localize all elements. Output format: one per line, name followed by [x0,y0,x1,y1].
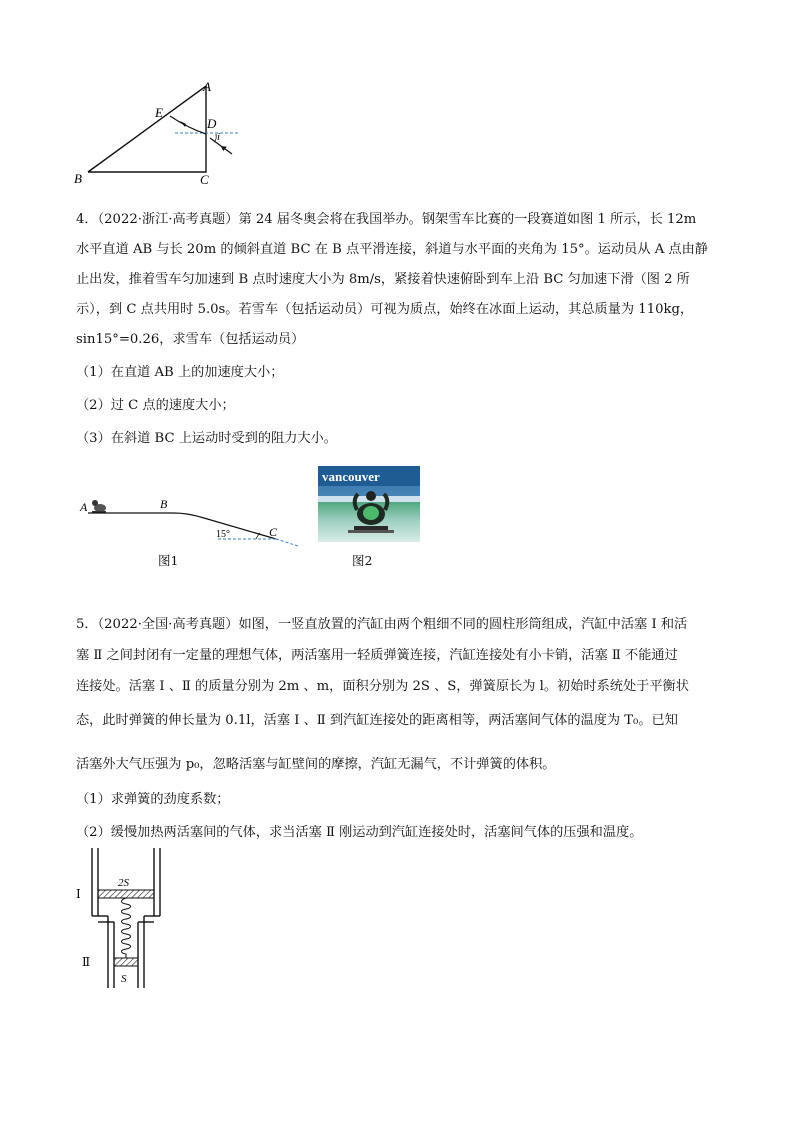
label-E: E [155,105,163,120]
label-i: i [217,131,221,143]
label-S: S [121,973,127,985]
q5-source: （2022·全国·高考真题） [97,617,239,632]
q5-line-5: 活塞外大气压强为 p₀，忽略活塞与缸壁间的摩擦，汽缸无漏气，不计弹簧的体积。 [76,757,556,772]
sled-rider-icon [92,500,106,513]
q4-line-1: 4．（2022·浙江·高考真题）第 24 届冬奥会将在我国举办。钢架雪车比赛的一段赛道如图 1 所示，长 12m [76,212,697,227]
q5-sub-1: （1）求弹簧的劲度系数； [76,792,230,807]
q4-line-3: 止出发，推着雪车匀加速到 B 点时速度大小为 8m/s，紧接着快速俯卧到车上沿 BC 匀加速下滑（图 2 所 [76,272,690,287]
label-B: B [74,171,82,186]
q4-line-4: 示），到 C 点共用时 5.0s。若雪车（包括运动员）可视为质点，始终在冰面上运动，其总质量为 110kg， [76,302,694,317]
q5-line-1: 5．（2022·全国·高考真题）如图，一竖直放置的汽缸由两个粗细不同的圆柱形筒组成，汽缸中活塞 Ⅰ 和活 [76,617,688,632]
q5-sub-2: （2）缓慢加热两活塞间的气体，求当活塞 Ⅱ 刚运动到汽缸连接处时，活塞间气体的压强和温度。 [76,825,643,840]
q4-sub-2: （2）过 C 点的速度大小； [76,398,235,413]
label-piston-II: Ⅱ [82,955,91,969]
q5-line-4: 态，此时弹簧的伸长量为 0.1l，活塞 Ⅰ 、Ⅱ 到汽缸连接处的距离相等，两活塞间气体的温度为 T₀。已知 [76,713,678,728]
label-2S: 2S [118,877,129,889]
spring [122,898,131,958]
q4-sub-1: （1）在直道 AB 上的加速度大小； [76,365,284,380]
q5-number: 5． [76,617,98,632]
piston-1 [98,890,154,898]
label-A: A [203,79,211,94]
fig1-label-C: C [269,525,278,539]
fig2-caption: 图2 [352,553,373,568]
label-D: D [207,116,217,131]
q4-line-2: 水平直道 AB 与长 20m 的倾斜直道 BC 在 B 点平滑连接，斜道与水平面的夹角为 15°。运动员从 A 点由静 [76,242,708,257]
photo-banner-text: vancouver [322,469,380,484]
q5-line-2: 塞 Ⅱ 之间封闭有一定量的理想气体，两活塞用一轻质弹簧连接，汽缸连接处有小卡销，活塞 Ⅱ 不能通过 [76,648,678,663]
q4-number: 4． [76,212,98,227]
fig1-label-A: A [80,500,88,514]
q5-line-3: 连接处。活塞 Ⅰ 、Ⅱ 的质量分别为 2m 、m，面积分别为 2S 、S，弹簧原长为 l。初始时系统处于平衡状 [76,679,689,694]
cylinder-figure [70,846,180,992]
piston-2 [114,958,138,966]
track-figure [78,490,300,552]
triangle-figure [70,76,250,188]
refracted-ray [170,116,206,134]
fig1-angle: 15° [216,529,230,540]
q4-source: （2022·浙江·高考真题） [97,212,239,227]
fig1-caption: 图1 [158,553,179,568]
q4-line-5: sin15°=0.26，求雪车（包括运动员） [76,332,305,347]
triangle-abc [88,86,206,172]
label-C: C [200,172,209,187]
q4-sub-3: （3）在斜道 BC 上运动时受到的阻力大小。 [76,431,337,446]
skeleton-photo [318,466,420,542]
fig1-label-B: B [160,497,168,511]
incident-ray [210,138,232,154]
label-piston-I: Ⅰ [76,887,81,901]
